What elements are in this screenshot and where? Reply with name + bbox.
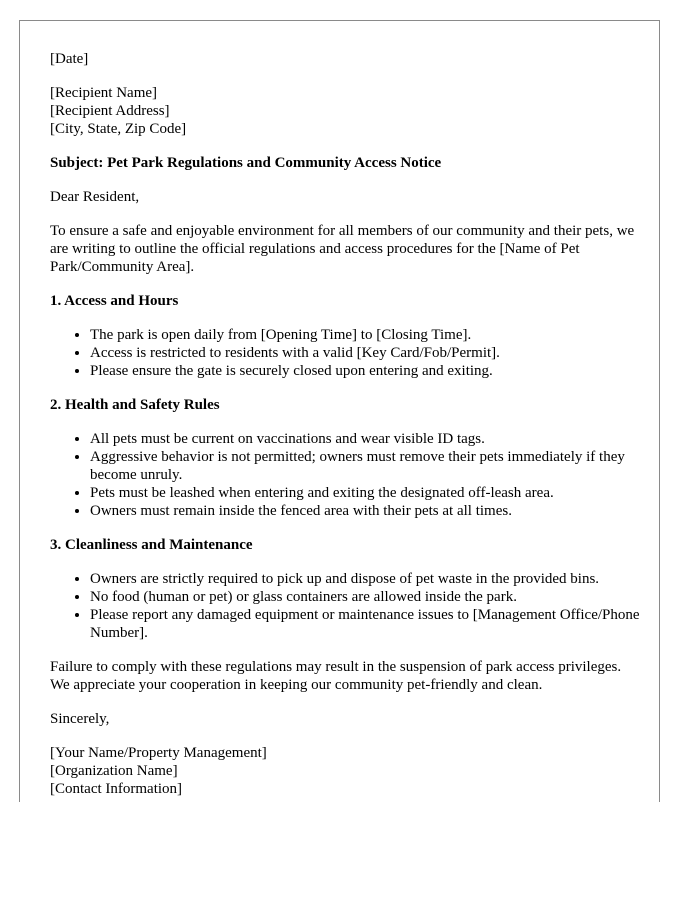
list-item: • Access is restricted to residents with a valid [Key Card/Fob/Permit]. bbox=[90, 344, 640, 362]
list-item: • Pets must be leashed when entering and exiting the designated off-leash area. bbox=[90, 484, 640, 502]
closing-paragraph: Failure to comply with these regulations may result in the suspension of park access privileges. We appreciate your cooperation in keeping our community pet-friendly and clean. bbox=[50, 659, 622, 693]
list-item: • Owners must remain inside the fenced area with their pets at all times. bbox=[90, 502, 640, 520]
signature-organization: [Organization Name] bbox=[50, 763, 178, 779]
list-item: • Please report any damaged equipment or maintenance issues to [Management Office/Phone Number]. bbox=[90, 606, 640, 642]
intro-paragraph: To ensure a safe and enjoyable environment for all members of our community and their pets, we are writing to outline the official regulations and access procedures for the [Name of Pet Park/Community Area]. bbox=[50, 223, 635, 275]
recipient-name: [Recipient Name] bbox=[50, 85, 158, 101]
list-item: • Aggressive behavior is not permitted; owners must remove their pets immediately if they become unruly. bbox=[90, 448, 640, 484]
letter-subject: Subject: Pet Park Regulations and Community Access Notice bbox=[50, 155, 442, 171]
list-item: • Owners are strictly required to pick up and dispose of pet waste in the provided bins. bbox=[90, 570, 640, 588]
section-heading-access: 1. Access and Hours bbox=[50, 293, 179, 309]
signature-block bbox=[50, 744, 640, 798]
cleanliness-rules-list bbox=[50, 570, 640, 642]
recipient-address: [Recipient Address] bbox=[50, 103, 170, 119]
recipient-block bbox=[50, 84, 640, 138]
signoff: Sincerely, bbox=[50, 711, 110, 727]
letter-greeting: Dear Resident, bbox=[50, 189, 140, 205]
recipient-city: [City, State, Zip Code] bbox=[50, 121, 187, 137]
signature-name: [Your Name/Property Management] bbox=[50, 745, 267, 761]
signature-contact: [Contact Information] bbox=[50, 781, 183, 797]
letter-date: [Date] bbox=[50, 51, 89, 67]
list-item: • Please ensure the gate is securely closed upon entering and exiting. bbox=[90, 362, 640, 380]
section-heading-health: 2. Health and Safety Rules bbox=[50, 397, 220, 413]
letter-content bbox=[50, 50, 640, 798]
health-rules-list bbox=[50, 430, 640, 520]
access-rules-list bbox=[50, 326, 640, 380]
letter-page bbox=[19, 20, 660, 802]
list-item: • The park is open daily from [Opening Time] to [Closing Time]. bbox=[90, 326, 640, 344]
section-heading-cleanliness: 3. Cleanliness and Maintenance bbox=[50, 537, 253, 553]
list-item: • All pets must be current on vaccinations and wear visible ID tags. bbox=[90, 430, 640, 448]
list-item: • No food (human or pet) or glass containers are allowed inside the park. bbox=[90, 588, 640, 606]
